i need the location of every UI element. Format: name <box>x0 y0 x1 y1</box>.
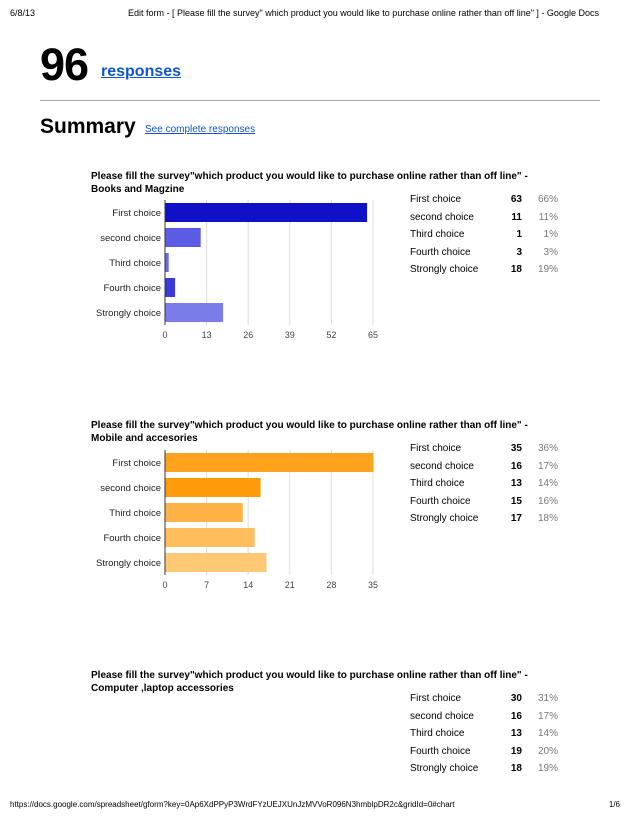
response-count: 96 <box>40 39 89 90</box>
stats-percent: 31% <box>537 693 558 704</box>
stats-percent: 19% <box>537 763 558 775</box>
category-label: First choice <box>112 458 161 469</box>
stats-percent: 1% <box>543 229 558 241</box>
stats-table-mobile <box>410 440 558 528</box>
stats-table-computer <box>410 690 558 778</box>
question-title-computer: Please fill the survey"which product you would like to purchase online rather than off line" - Computer ,laptop accessories <box>91 670 528 694</box>
category-label: First choice <box>112 208 161 219</box>
bar <box>166 453 374 472</box>
stats-category: Third choice <box>410 229 465 241</box>
stats-row <box>410 510 558 528</box>
stats-row <box>410 209 558 227</box>
stats-category: second choice <box>410 460 474 472</box>
bar <box>166 278 176 297</box>
x-tick-label: 0 <box>162 580 168 590</box>
stats-count: 30 <box>510 693 522 704</box>
category-label: Third choice <box>109 508 161 519</box>
x-tick-label: 28 <box>326 580 337 590</box>
bar-chart-books <box>86 196 396 371</box>
stats-percent: 20% <box>537 745 558 757</box>
stats-category: Strongly choice <box>410 763 479 775</box>
bar <box>166 528 255 547</box>
stats-percent: 3% <box>543 246 558 258</box>
stats-row <box>410 261 558 279</box>
x-tick-label: 0 <box>162 330 168 340</box>
category-label: Third choice <box>109 258 161 269</box>
stats-percent: 17% <box>537 460 558 472</box>
x-tick-label: 65 <box>367 330 379 340</box>
bar <box>166 303 224 322</box>
stats-count: 16 <box>510 710 522 722</box>
category-label: second choice <box>100 483 161 494</box>
category-label: second choice <box>100 233 161 244</box>
bar <box>166 503 243 522</box>
bar-chart-mobile <box>86 446 396 621</box>
x-tick-label: 21 <box>284 580 295 590</box>
stats-category: Fourth choice <box>410 745 471 757</box>
stats-category: First choice <box>410 443 462 454</box>
bar <box>166 553 267 572</box>
see-complete-responses-link[interactable]: See complete responses <box>145 124 256 135</box>
stats-table-books <box>410 191 558 279</box>
page-number: 1/6 <box>608 800 620 809</box>
summary-heading: Summary <box>40 115 136 138</box>
x-tick-label: 26 <box>243 330 254 340</box>
stats-category: Fourth choice <box>410 246 471 258</box>
stats-row <box>410 191 558 209</box>
stats-category: Fourth choice <box>410 495 471 507</box>
stats-category: First choice <box>410 194 462 205</box>
stats-row <box>410 226 558 244</box>
stats-count: 1 <box>516 229 522 241</box>
stats-row <box>410 760 558 778</box>
category-label: Fourth choice <box>103 533 161 544</box>
category-label: Strongly choice <box>96 308 161 319</box>
stats-percent: 18% <box>537 513 558 525</box>
x-tick-label: 35 <box>367 580 379 590</box>
x-tick-label: 52 <box>326 330 337 340</box>
stats-category: second choice <box>410 211 474 223</box>
stats-count: 15 <box>510 495 522 507</box>
stats-count: 13 <box>510 728 522 740</box>
stats-row <box>410 708 558 726</box>
stats-category: Strongly choice <box>410 513 479 525</box>
page-header-title: Edit form - [ Please fill the survey" which product you would like to purchase online rather than off line" ] - Google Docs <box>128 8 599 18</box>
stats-row <box>410 743 558 761</box>
stats-category: First choice <box>410 693 462 704</box>
print-date: 6/8/13 <box>10 8 36 18</box>
stats-category: Strongly choice <box>410 264 479 276</box>
x-tick-label: 14 <box>243 580 254 590</box>
stats-percent: 66% <box>537 194 558 205</box>
bar <box>166 203 368 222</box>
footer-url: https://docs.google.com/spreadsheet/gform?key=0Ap6XdPPyP3WrdFYzUEJXUnJzMVVoR096N3hmblpDR2c&gridId=0#chart <box>10 800 455 809</box>
stats-count: 3 <box>516 246 522 258</box>
stats-percent: 16% <box>537 495 558 507</box>
stats-percent: 14% <box>537 728 558 740</box>
stats-count: 17 <box>510 513 522 525</box>
stats-row <box>410 458 558 476</box>
stats-row <box>410 690 558 708</box>
stats-count: 13 <box>510 478 522 490</box>
stats-percent: 36% <box>537 443 558 454</box>
stats-count: 11 <box>511 211 522 223</box>
divider <box>40 100 600 101</box>
bar <box>166 228 201 247</box>
stats-row <box>410 440 558 458</box>
x-tick-label: 39 <box>284 330 295 340</box>
stats-row <box>410 493 558 511</box>
responses-link[interactable]: responses <box>101 63 182 80</box>
question-title-mobile: Please fill the survey"which product you would like to purchase online rather than off line" - Mobile and accesories <box>91 420 528 444</box>
category-label: Strongly choice <box>96 558 161 569</box>
stats-count: 18 <box>510 264 522 276</box>
stats-percent: 19% <box>537 264 558 276</box>
question-title-books: Please fill the survey"which product you would like to purchase online rather than off line" - Books and Magzine <box>91 171 528 195</box>
stats-row <box>410 244 558 262</box>
stats-category: second choice <box>410 710 474 722</box>
x-tick-label: 13 <box>201 330 212 340</box>
stats-count: 63 <box>510 194 522 205</box>
stats-percent: 11% <box>538 211 558 223</box>
stats-row <box>410 475 558 493</box>
stats-row <box>410 725 558 743</box>
stats-percent: 14% <box>537 478 558 490</box>
stats-category: Third choice <box>410 728 465 740</box>
stats-percent: 17% <box>537 710 558 722</box>
stats-count: 35 <box>510 443 522 454</box>
stats-count: 16 <box>510 460 522 472</box>
x-tick-label: 7 <box>204 580 210 590</box>
stats-count: 18 <box>510 763 522 775</box>
bar <box>166 253 169 272</box>
bar <box>166 478 261 497</box>
stats-category: Third choice <box>410 478 465 490</box>
category-label: Fourth choice <box>103 283 161 294</box>
stats-count: 19 <box>510 745 522 757</box>
